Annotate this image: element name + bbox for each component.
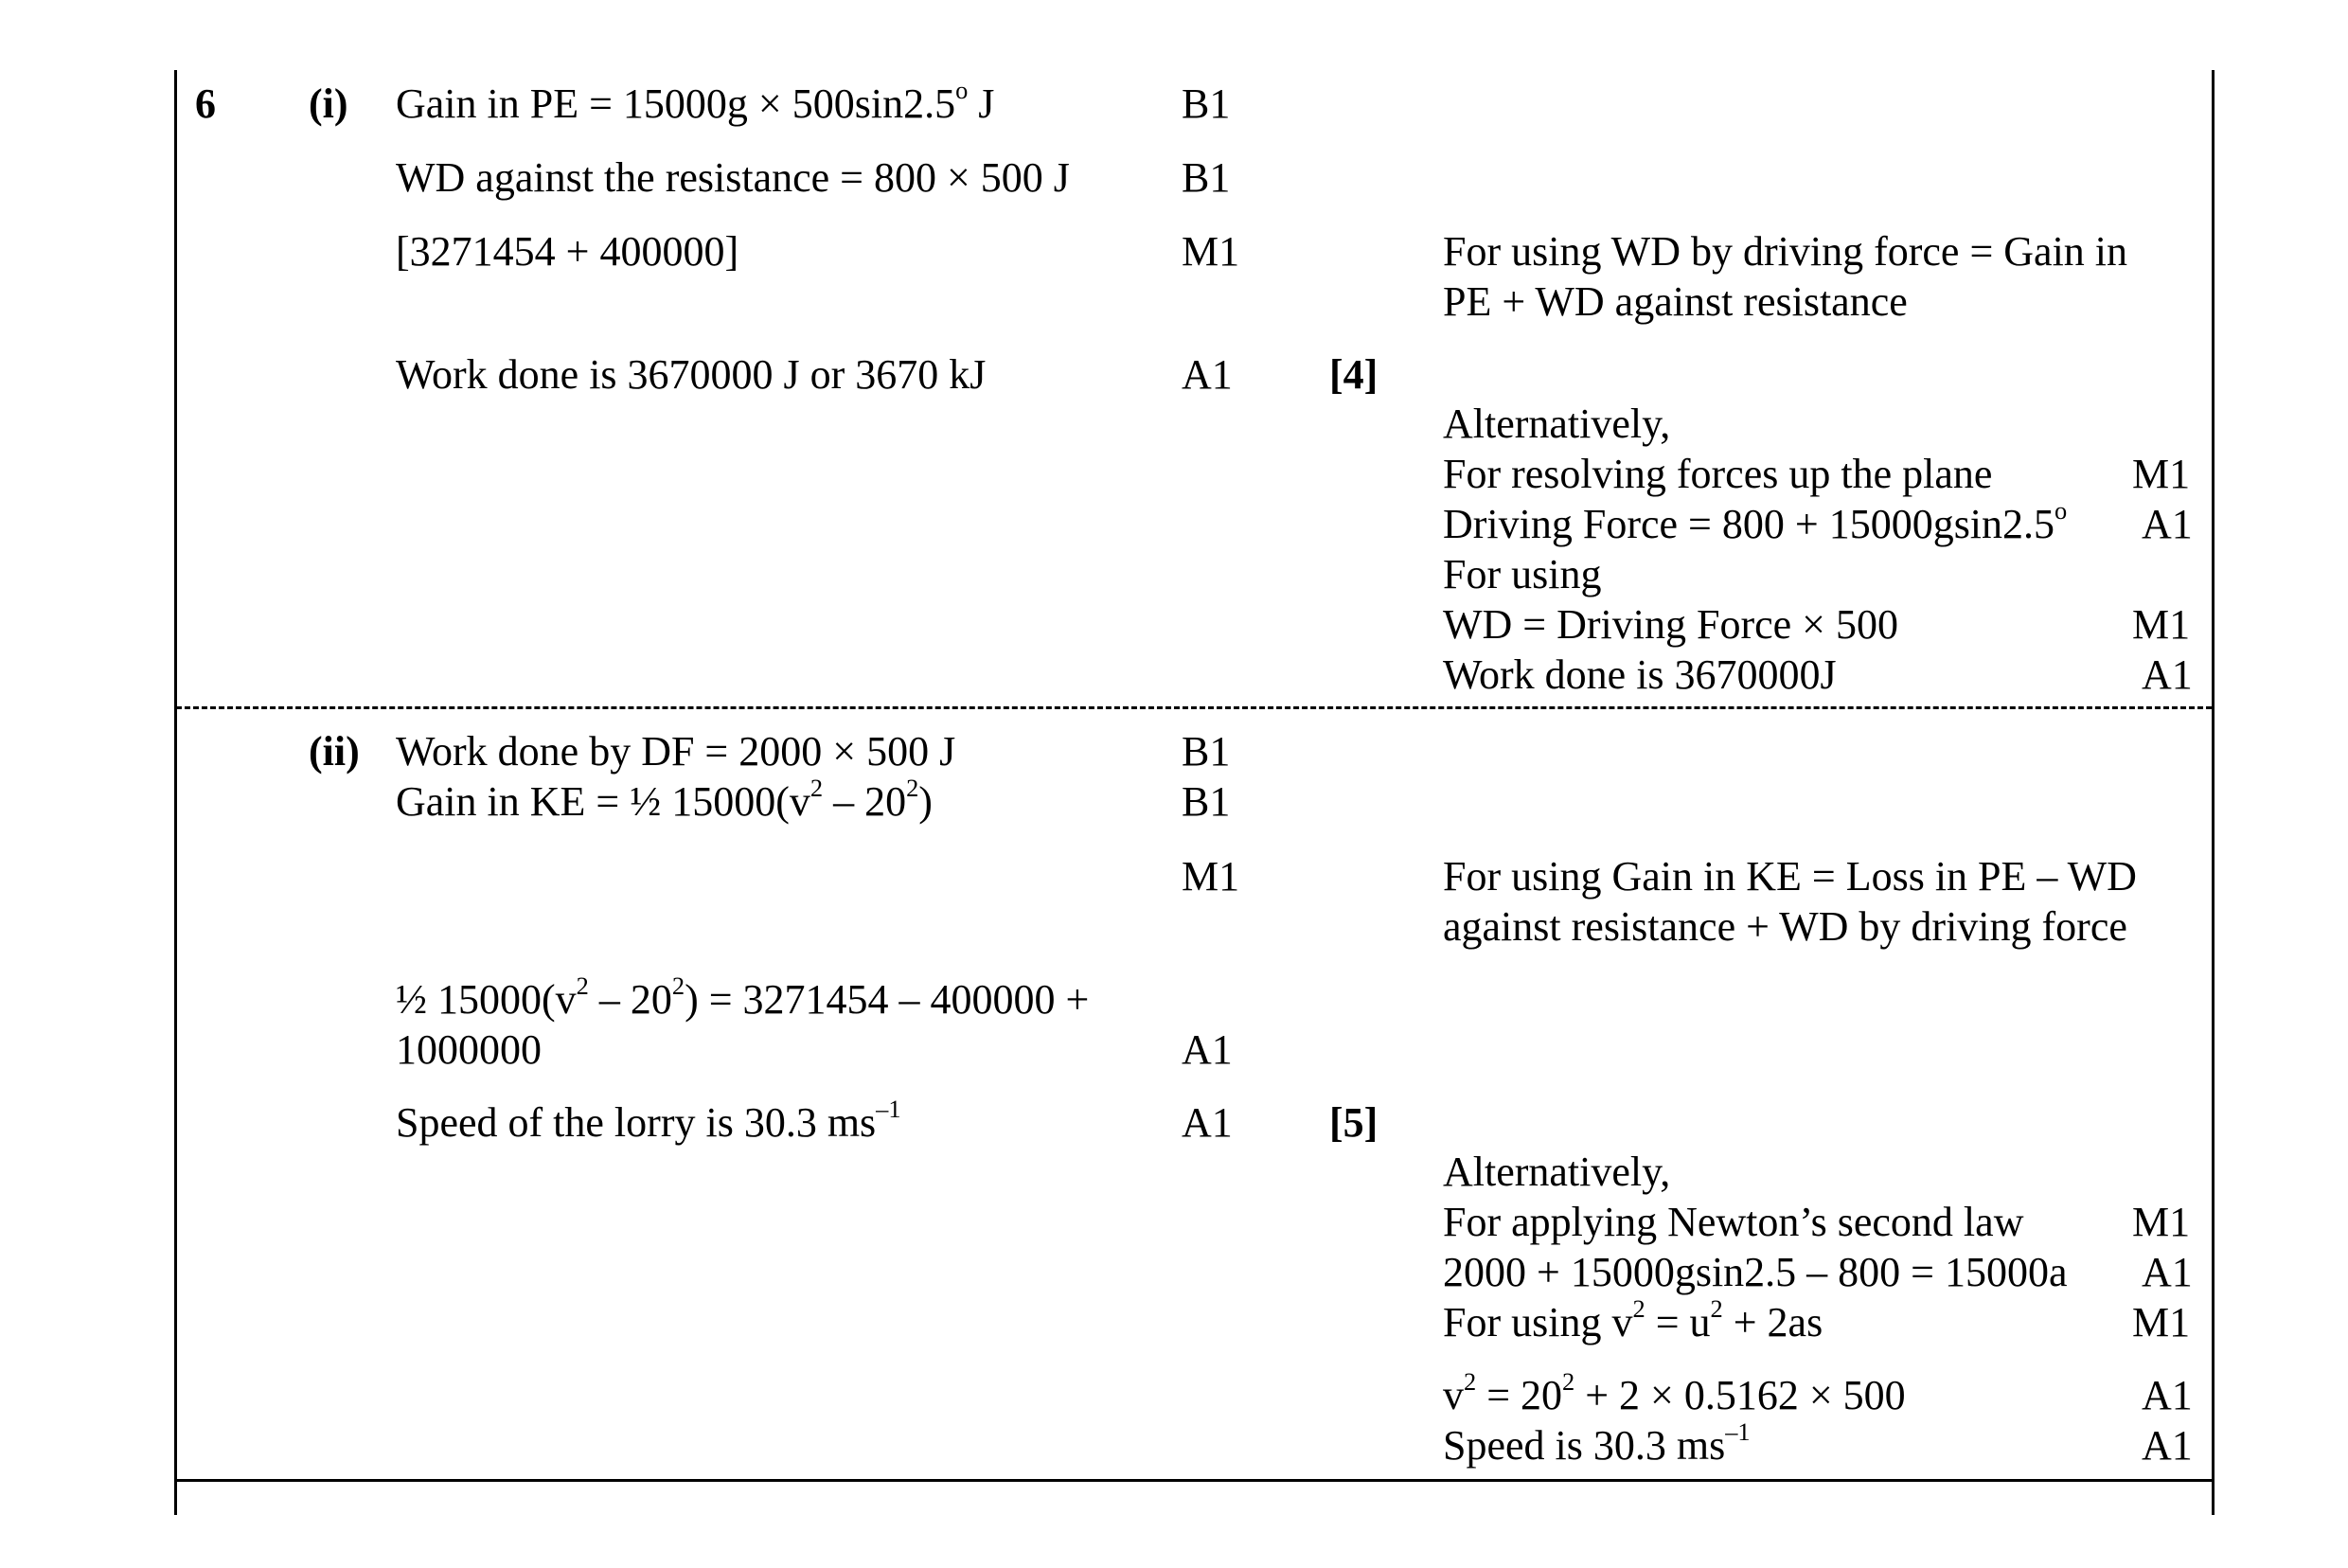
mark: A1 <box>1182 351 1233 398</box>
guidance-note: PE + WD against resistance <box>1443 278 1908 325</box>
question-number: 6 <box>195 80 216 127</box>
alternative-line: For using <box>1443 551 1602 597</box>
mark: M1 <box>2132 601 2191 648</box>
mark: B1 <box>1182 154 1231 201</box>
alternative-line: For using $v^2 = u^2 + 2as$ <box>1443 1294 1823 1345</box>
part-total: [4] <box>1329 351 1379 398</box>
part-total: [5] <box>1329 1099 1379 1146</box>
working-line: WD against the resistance = 800 × 500 J <box>396 154 1070 201</box>
alternative-line: 2000 + 15000gsin2.5 – 800 = 15000a <box>1443 1249 2068 1295</box>
working-line: Gain in PE = $15000g \times 500\sin 2.5^o$ J <box>396 76 995 127</box>
mark: A1 <box>2142 501 2193 547</box>
working-line: Gain in KE = ½ $15000(v^2 - 20^2)$ <box>396 774 933 825</box>
mark: M1 <box>1182 228 1240 275</box>
working-line: [3271454 + 400000] <box>396 228 739 275</box>
working-line: ½ $15000(v^2 - 20^2) = 3271454 - 400000$ + <box>396 971 1090 1023</box>
mark: M1 <box>2132 1199 2191 1245</box>
working-line: Work done by DF = 2000 × 500 J <box>396 728 956 775</box>
part-label-ii: (ii) <box>309 728 360 775</box>
table-right-border <box>2212 70 2215 1515</box>
mark: M1 <box>1182 853 1240 900</box>
alternative-line: Work done is 3670000J <box>1443 651 1837 698</box>
alternative-line: Speed is 30.3 $ms^{-1}$ <box>1443 1417 1751 1469</box>
mark: A1 <box>1182 1099 1233 1146</box>
mark: M1 <box>2132 451 2191 497</box>
mark: A1 <box>2142 1372 2193 1418</box>
table-left-border <box>174 70 177 1515</box>
alternative-heading: Alternatively, <box>1443 401 1671 447</box>
mark: A1 <box>1182 1026 1233 1073</box>
alternative-line: $v^2 = 20^2 + 2 \times 0.5162 \times 500$ <box>1443 1367 1906 1418</box>
mark: B1 <box>1182 728 1231 775</box>
mark: B1 <box>1182 778 1231 825</box>
mark: M1 <box>2132 1299 2191 1345</box>
mark: B1 <box>1182 80 1231 127</box>
alternative-line: Driving Force = $800 + 15000gsin2.5^o$ <box>1443 496 2068 547</box>
guidance-note: For using WD by driving force = Gain in <box>1443 228 2128 275</box>
part-label-i: (i) <box>309 80 348 127</box>
part-divider <box>176 706 2212 709</box>
mark: A1 <box>2142 1422 2193 1469</box>
table-bottom-border <box>174 1479 2215 1482</box>
alternative-line: For resolving forces up the plane <box>1443 451 1993 497</box>
mark: A1 <box>2142 651 2193 698</box>
working-line: 1000000 <box>396 1026 542 1073</box>
alternative-line: WD = Driving Force × 500 <box>1443 601 1898 648</box>
working-line: Work done is 3670000 J or 3670 kJ <box>396 351 987 398</box>
alternative-heading: Alternatively, <box>1443 1149 1671 1195</box>
mark: A1 <box>2142 1249 2193 1295</box>
guidance-note: For using Gain in KE = Loss in PE – WD <box>1443 853 2137 900</box>
alternative-line: For applying Newton’s second law <box>1443 1199 2024 1245</box>
guidance-note: against resistance + WD by driving force <box>1443 903 2127 950</box>
working-line: Speed of the lorry is 30.3 $ms^{-1}$ <box>396 1095 901 1146</box>
